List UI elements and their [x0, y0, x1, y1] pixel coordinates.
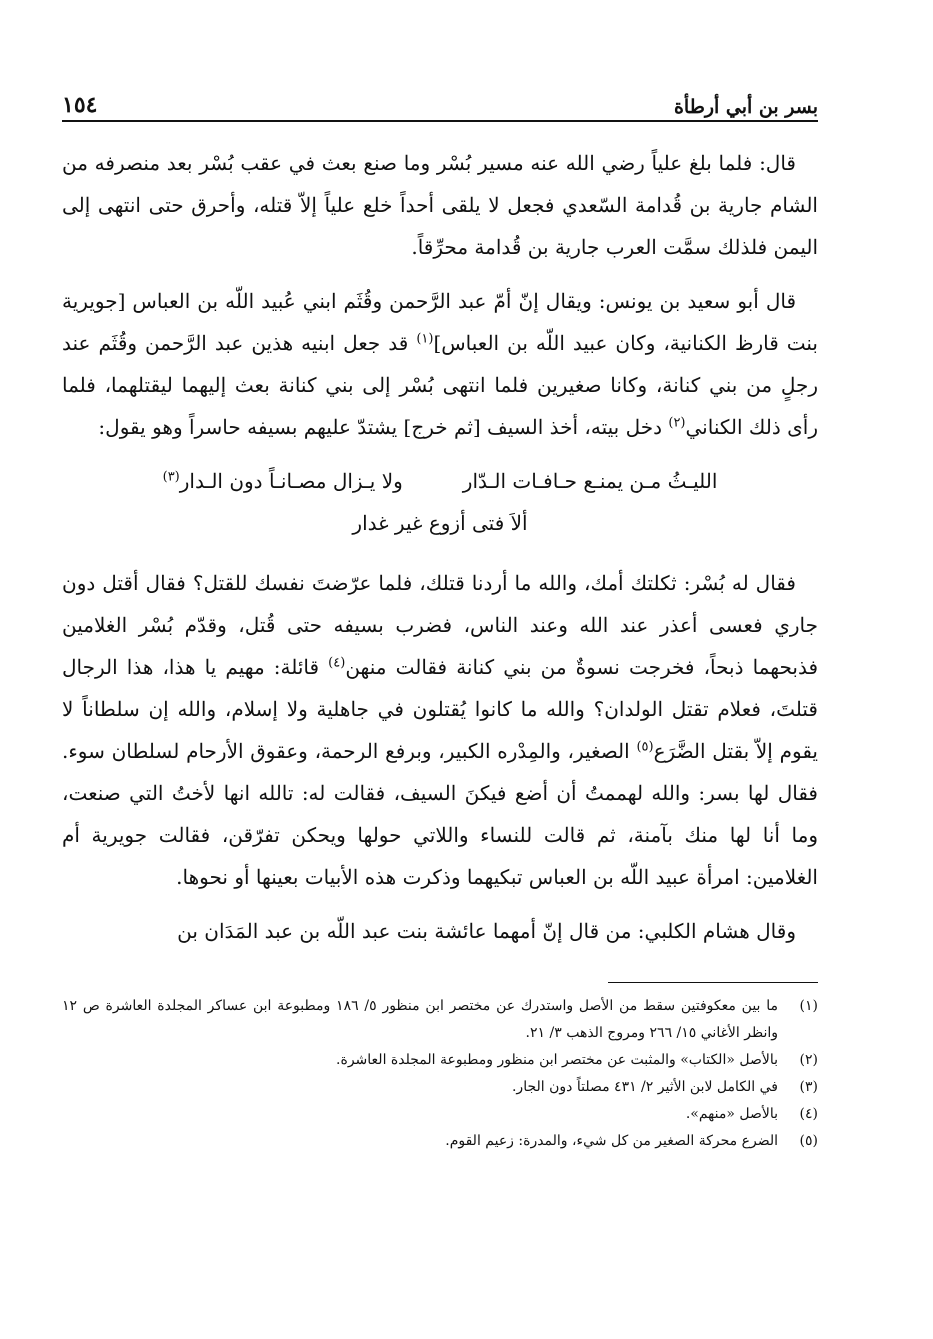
paragraph-1	[62, 142, 818, 268]
book-page	[62, 84, 818, 1155]
paragraph-2-part-2: قد جعل ابنيه هذين عبد الرَّحمن وقُثَم عند رجلٍ من بني كنانة، وكانا صغيرين فلما انتهى بُسْر إلى بني كنانة بعث إليهما ليقتلهما، فلما رأى ذلك الكناني	[62, 331, 818, 439]
footnote-number: (٤)	[799, 1106, 818, 1122]
paragraph-2-part-1: قال أبو سعيد بن يونس: ويقال إنّ أمّ عبد الرَّحمن وقُثَم ابني عُبيد اللّه بن العباس [جويرية بنت قارظ الكنانية، وكان عبيد اللّه بن العباس]	[62, 289, 818, 355]
footnote-text: الضرع محركة الصغير من كل شيء، والمدرة: زعيم القوم.	[445, 1133, 778, 1149]
page-number: ١٥٤	[62, 92, 98, 118]
paragraph-2-part-3: دخل بيته، أخذ السيف [ثم خرج] يشتدّ عليهم بسيفه حاسراً وهو يقول:	[98, 415, 669, 439]
footnote-ref-3[interactable]: (٣)	[162, 469, 180, 485]
footnote-text: في الكامل لابن الأثير ٢/ ٤٣١ مصلتاً دون الجار.	[511, 1079, 778, 1095]
footnote-ref-2[interactable]: (٢)	[668, 415, 686, 431]
footnote-3	[62, 1074, 818, 1101]
main-text	[62, 142, 818, 952]
footnote-ref-5[interactable]: (٥)	[636, 739, 654, 755]
footnote-text: بالأصل «الكتاب» والمثبت عن مختصر ابن منظور ومطبوعة المجلدة العاشرة.	[336, 1052, 778, 1068]
verse-hemistich-1: الليـثُ مـن يمنـع حـافـات الـدّار	[462, 469, 718, 493]
footnote-2	[62, 1047, 818, 1074]
verse-hemistich-2: ولا يـزال مصـانـاً دون الـدار	[179, 469, 403, 493]
paragraph-4-text: وقال هشام الكلبي: من قال إنّ أمهما عائشة بنت عبد اللّه بن عبد المَدَان بن	[177, 919, 796, 943]
footnote-text: ما بين معكوفتين سقط من الأصل واستدرك عن مختصر ابن منظور ٥/ ١٨٦ ومطبوعة ابن عساكر المجلدة العاشرة ص ١٢ وانظر الأغاني ١٥/ ٢٦٦ ومروج الذهب ٣/ ٢١.	[62, 998, 779, 1041]
paragraph-3	[62, 562, 818, 898]
footnote-ref-1[interactable]: (١)	[416, 331, 434, 347]
poem	[62, 460, 818, 544]
paragraph-2	[62, 280, 818, 448]
footnote-1	[62, 993, 818, 1047]
verse-line-2: ألاَ فتى أزوع غير غدار	[352, 511, 528, 535]
footnote-number: (٢)	[799, 1052, 818, 1068]
footnote-ref-4[interactable]: (٤)	[328, 655, 346, 671]
verse-hemistich-2-wrap	[163, 460, 403, 502]
running-title: بسر بن أبي أرطأة	[673, 96, 818, 118]
paragraph-3-part-2: قائلة: مهيم يا هذا، هذا الرجال قتلتَ، فعلام تقتل الولدان؟ والله ما كانوا يُقتلون في جاهلية ولا إسلام، والله إن سلطاناً لا يقوم إلاّ بقتل الضَّرَع	[62, 655, 818, 763]
footnote-number: (٥)	[799, 1133, 818, 1149]
paragraph-4	[62, 910, 818, 952]
footnote-number: (١)	[799, 998, 818, 1014]
footnote-separator	[608, 982, 818, 983]
verse-line-1	[62, 460, 818, 502]
footnotes	[62, 993, 818, 1155]
page-header	[62, 84, 818, 122]
footnote-4	[62, 1101, 818, 1128]
paragraph-3-part-1: فقال له بُسْر: ثكلتك أمك، والله ما أردنا قتلك، فلما عرّضتَ نفسك للقتل؟ فقال أقتل دون جاري فعسى أعذر عند الله وعند الناس، فضرب بسيفه حتى قُتل، وقدّم بُسْر الغلامين فذبحهما ذبحاً، فخرجت نسوةٌ من بني كنانة فقالت منهن	[62, 571, 819, 679]
footnote-number: (٣)	[799, 1079, 818, 1095]
footnote-5	[62, 1128, 818, 1155]
footnote-text: بالأصل «منهم».	[685, 1106, 778, 1122]
paragraph-1-text: قال: فلما بلغ علياً رضي الله عنه مسير بُسْر وما صنع بعث في عقب بُسْر بعد منصرفه من الشام جارية بن قُدامة السّعدي فجعل لا يلقى أحداً خلع علياً إلاّ قتله، وأحرق حتى انتهى إلى اليمن فلذلك سمَّت العرب جارية بن قُدامة محرِّقاً.	[62, 151, 818, 259]
paragraph-3-part-3: الصغير، والمِدْره الكبير، وبرفع الرحمة، وعقوق الأرحام لسلطان سوء. فقال لها بسر: والله لهممتُ أن أضع فيكنَ السيف، فقالت له: تالله انها لأختُ التي صنعت، وما أنا لها منك بآمنة، ثم قالت للنساء واللاتي حولها ويحكن تفرّقن، فقالت جويرية أم الغلامين: امرأة عبيد اللّه بن العباس تبكيهما وذكرت هذه الأبيات بعينها أو نحوها.	[62, 739, 818, 889]
